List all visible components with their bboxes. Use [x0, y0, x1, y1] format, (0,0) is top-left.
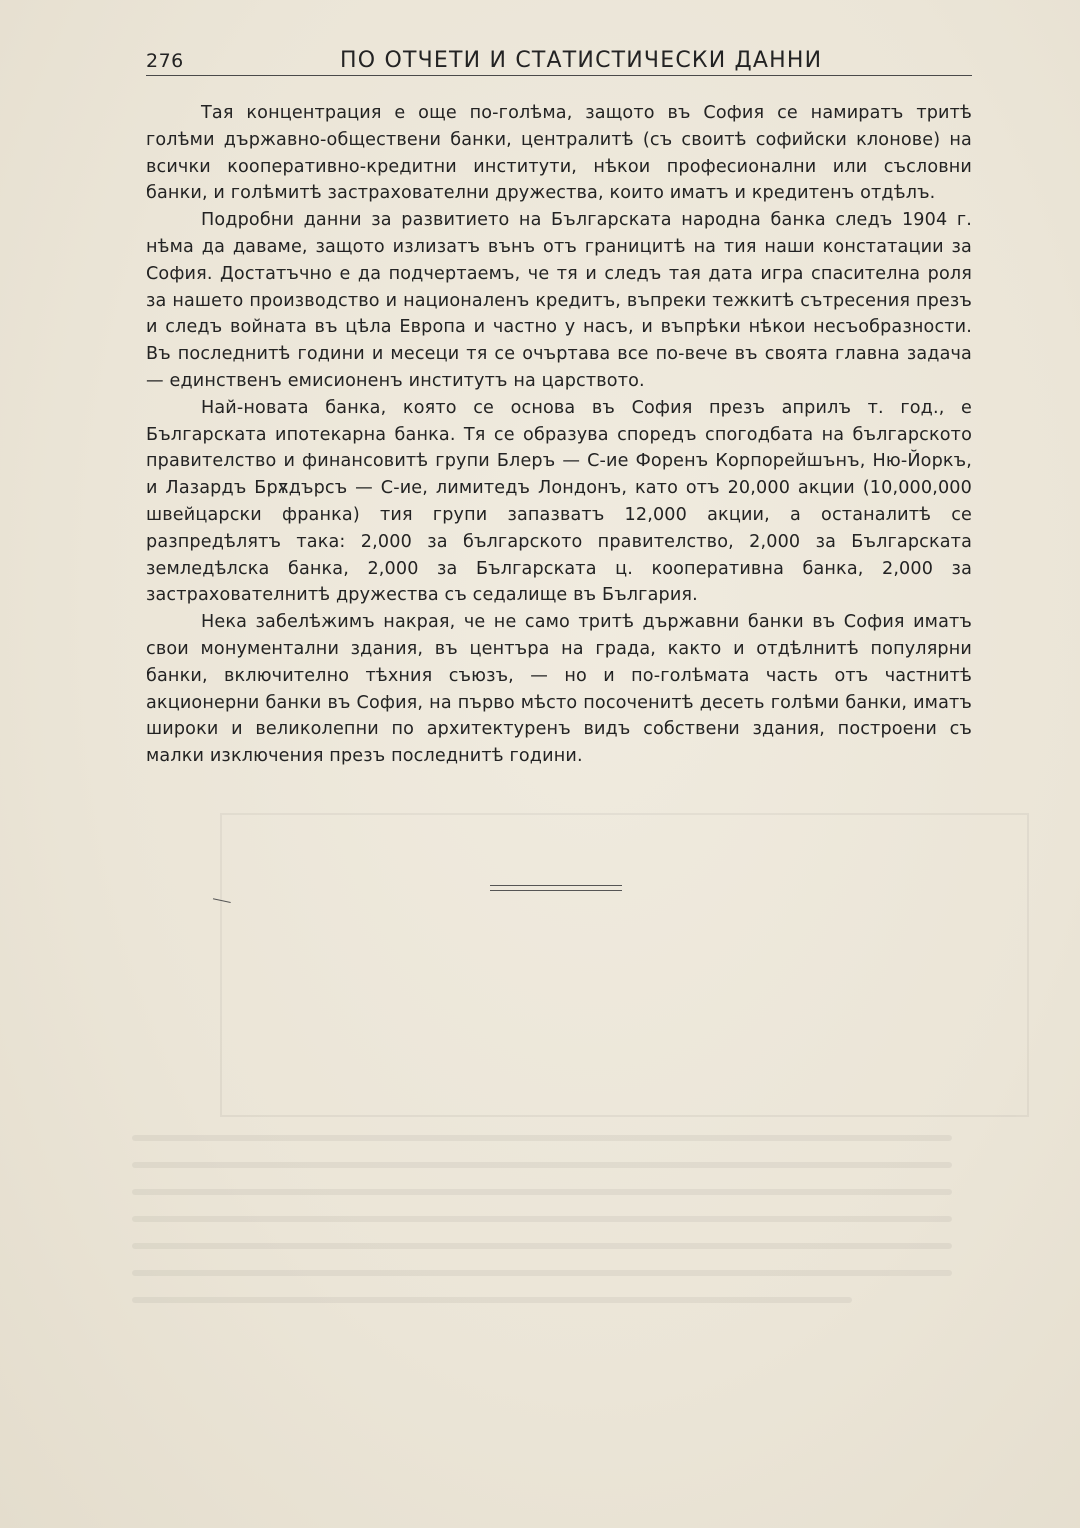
paragraph: Подробни данни за развитието на Българската народна банка следъ 1904 г. нѣма да даваме, защото излизатъ вънъ отъ границитѣ на тия наши констатации за София. Достатъчно е да подчертаемъ, че тя и следъ тая дата игра спасителна роля за нашето производство и националенъ кредитъ, въпреки тежкитѣ сътресения презъ и следъ войната въ цѣла Европа и частно у насъ, и въпрѣки нѣкои несъобразности. Въ последнитѣ години и месеци тя се очъртава все по-вече въ своята главна задача — единственъ емисионенъ институтъ на царството. — [146, 210, 972, 391]
body-text — [146, 100, 972, 770]
paragraph: Нека забелѣжимъ накрая, че не само тритѣ държавни банки въ София иматъ свои монументални здания, въ центъра на града, както и отдѣлнитѣ популярни банки, включително тѣхния съюзъ, — но и по-голѣмата часть отъ частнитѣ акционерни банки въ София, на първо мѣсто посоченитѣ десеть голѣми банки, иматъ широки и великолепни по архитектуренъ видъ собствени здания, построени съ малки изключения презъ последнитѣ години. — [146, 612, 972, 767]
pencil-mark — [211, 898, 230, 911]
section-end-rule — [490, 890, 622, 891]
paragraph: Тая концентрация е още по-голѣма, защото въ София се намиратъ тритѣ голѣми държавно-обществени банки, централитѣ (съ своитѣ софийски клонове) на всички кооперативно-кредитни институти, нѣкои професионални или съсловни банки, и голѣмитѣ застрахователни дружества, които иматъ и кредитенъ отдѣлъ. — [146, 103, 972, 204]
header-rule — [146, 75, 972, 76]
page-number: 276 — [146, 50, 184, 72]
page-header — [146, 46, 972, 76]
paragraph: Най-новата банка, която се основа въ София презъ априлъ т. год., е Българската ипотекарна банка. Тя се образува споредъ спогодбата на българското правителство и финансовитѣ групи Блеръ — С-ие Форенъ Корпорейшънъ, Ню-Йоркъ, и Лазардъ Брѫдърсъ — С-ие, лимитедъ Лондонъ, като отъ 20,000 акции (10,000,000 швейцарски франка) тия групи запазватъ 12,000 акции, а останалитѣ се разпредѣлятъ така: 2,000 за българското правителство, 2,000 за Българската земледѣлска банка, 2,000 за Българската ц. кооперативна банка, 2,000 за застрахователнитѣ дружества съ седалище въ България. — [146, 397, 972, 606]
running-title: ПО ОТЧЕТИ И СТАТИСТИЧЕСКИ ДАННИ — [340, 48, 823, 73]
section-end-rule — [490, 885, 622, 886]
bleed-through-shadow — [132, 805, 962, 1355]
